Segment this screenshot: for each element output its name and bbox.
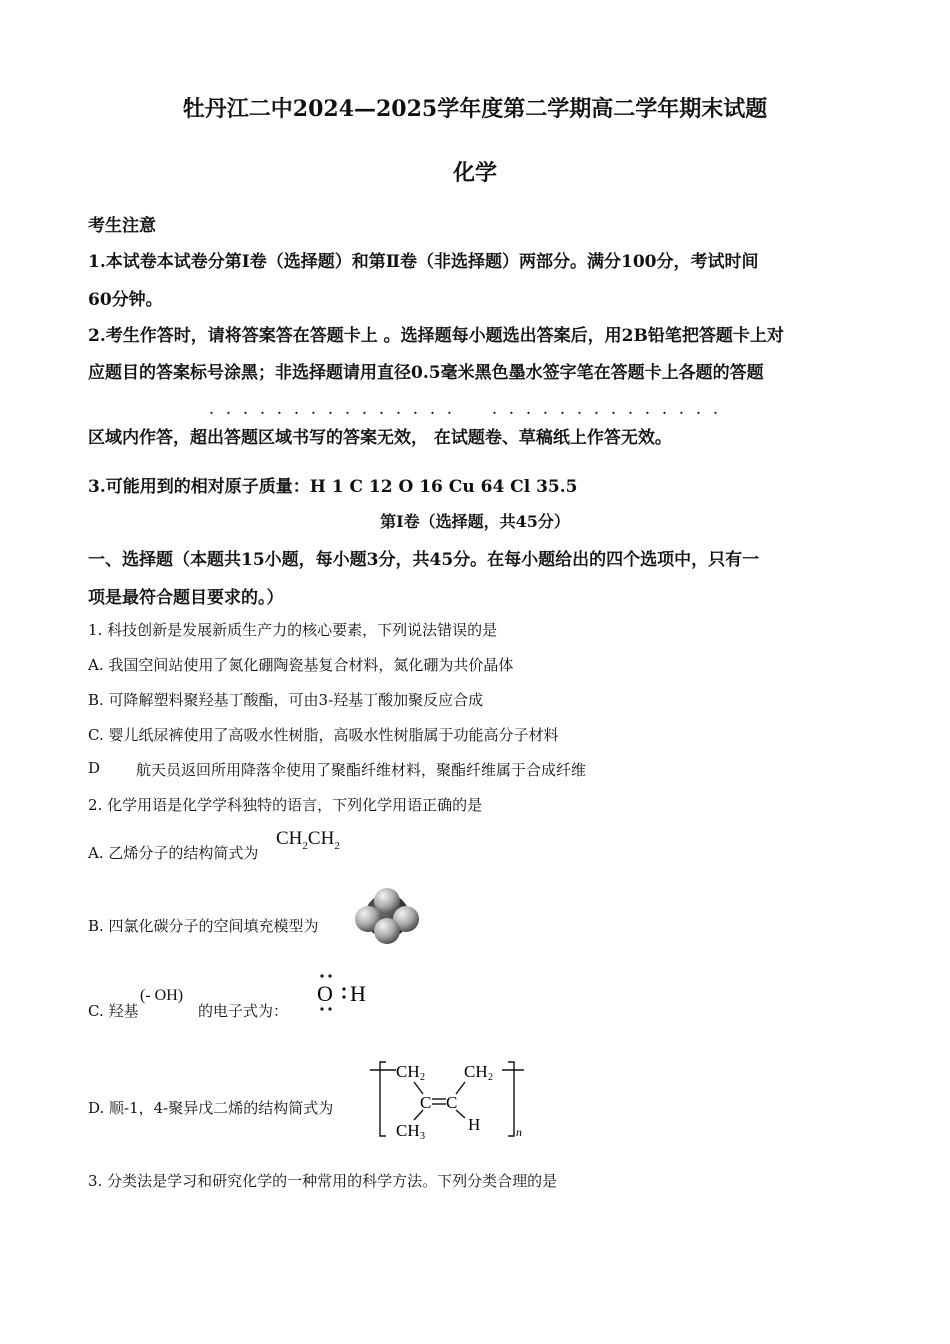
svg-text:CH: CH: [396, 1062, 420, 1081]
svg-text:3: 3: [420, 1131, 425, 1142]
part1-title: 第Ⅰ卷（选择题，共45分）: [380, 512, 570, 531]
svg-text:C: C: [446, 1093, 458, 1112]
notice-item-1: 1.本试卷本试卷分第I卷（选择题）和第Ⅱ卷（非选择题）两部分。满分100分，考试时间: [88, 252, 759, 272]
question-1-option-d-label: D: [88, 759, 101, 777]
question-2-option-d: D. 顺-1，4-聚异戊二烯的结构简式为: [88, 1099, 334, 1117]
question-2-option-b: B. 四氯化碳分子的空间填充模型为: [88, 917, 319, 935]
question-1-option-d: 航天员返回所用降落伞使用了聚酯纤维材料，聚酯纤维属于合成纤维: [136, 761, 587, 779]
hydroxyl-electron-formula: [312, 970, 382, 1016]
question-1-stem: 1. 科技创新是发展新质生产力的核心要素，下列说法错误的是: [88, 621, 498, 639]
section-heading-cont: 项是最符合题目要求的。）: [88, 588, 284, 608]
question-1-option-c: C. 婴儿纸尿裤使用了高吸水性树脂，高吸水性树脂属于功能高分子材料: [88, 726, 559, 744]
ethylene-formula: $CH_2CH_2$: [276, 828, 340, 852]
question-2-stem: 2. 化学用语是化学学科独特的语言，下列化学用语正确的是: [88, 796, 483, 814]
svg-text:CH: CH: [464, 1062, 488, 1081]
subject-title: 化学: [452, 160, 497, 186]
notice-item-2-cont: 应题目的答案标号涂黑；非选择题请用直径0.5毫米黑色墨水签字笔在答题卡上各题的答题: [88, 363, 764, 383]
question-3-stem: 3. 分类法是学习和研究化学的一种常用的科学方法。下列分类合理的是: [88, 1172, 558, 1190]
question-1-option-b: B. 可降解塑料聚羟基丁酸酯，可由3-羟基丁酸加聚反应合成: [88, 691, 484, 709]
notice-item-1-cont: 60分钟。: [88, 290, 163, 310]
emphasis-dots-2: · · · · · · · · · · · · · ·: [492, 406, 718, 420]
question-2-option-c-tail: 的电子式为：: [198, 1002, 289, 1020]
svg-text:2: 2: [420, 1072, 425, 1083]
svg-text:CH: CH: [396, 1121, 420, 1140]
ccl4-space-filling-model: [352, 884, 422, 948]
svg-text:O: O: [317, 981, 333, 1006]
exam-title: 牡丹江二中2024—2025学年度第二学期高二学年期末试题: [182, 96, 768, 122]
polyisoprene-structure: [368, 1052, 538, 1142]
notice-heading: 考生注意: [88, 216, 156, 236]
question-2-option-c: C. 羟基: [88, 1002, 139, 1020]
question-2-option-a: A. 乙烯分子的结构简式为: [88, 844, 259, 862]
svg-text:H: H: [468, 1115, 481, 1134]
notice-item-3: 3.可能用到的相对原子质量：H 1 C 12 O 16 Cu 64 Cl 35.5: [88, 477, 578, 497]
svg-text:C: C: [420, 1093, 432, 1112]
question-1-option-a: A. 我国空间站使用了氮化硼陶瓷基复合材料，氮化硼为共价晶体: [88, 656, 514, 674]
hydroxyl-group: (- OH): [140, 987, 184, 1004]
emphasis-dots: · · · · · · · · · · · · · · ·: [209, 406, 452, 420]
svg-text:H: H: [350, 981, 366, 1006]
svg-text:2: 2: [488, 1072, 493, 1083]
notice-item-2-cont2: 区域内作答，超出答题区域书写的答案无效， 在试题卷、草稿纸上作答无效。: [88, 428, 672, 448]
section-heading: 一、选择题（本题共15小题，每小题3分，共45分。在每小题给出的四个选项中，只有一: [88, 550, 760, 570]
svg-text:n: n: [516, 1125, 522, 1139]
notice-item-2: 2.考生作答时，请将答案答在答题卡上 。选择题每小题选出答案后，用2B铅笔把答题卡上对: [88, 326, 784, 346]
